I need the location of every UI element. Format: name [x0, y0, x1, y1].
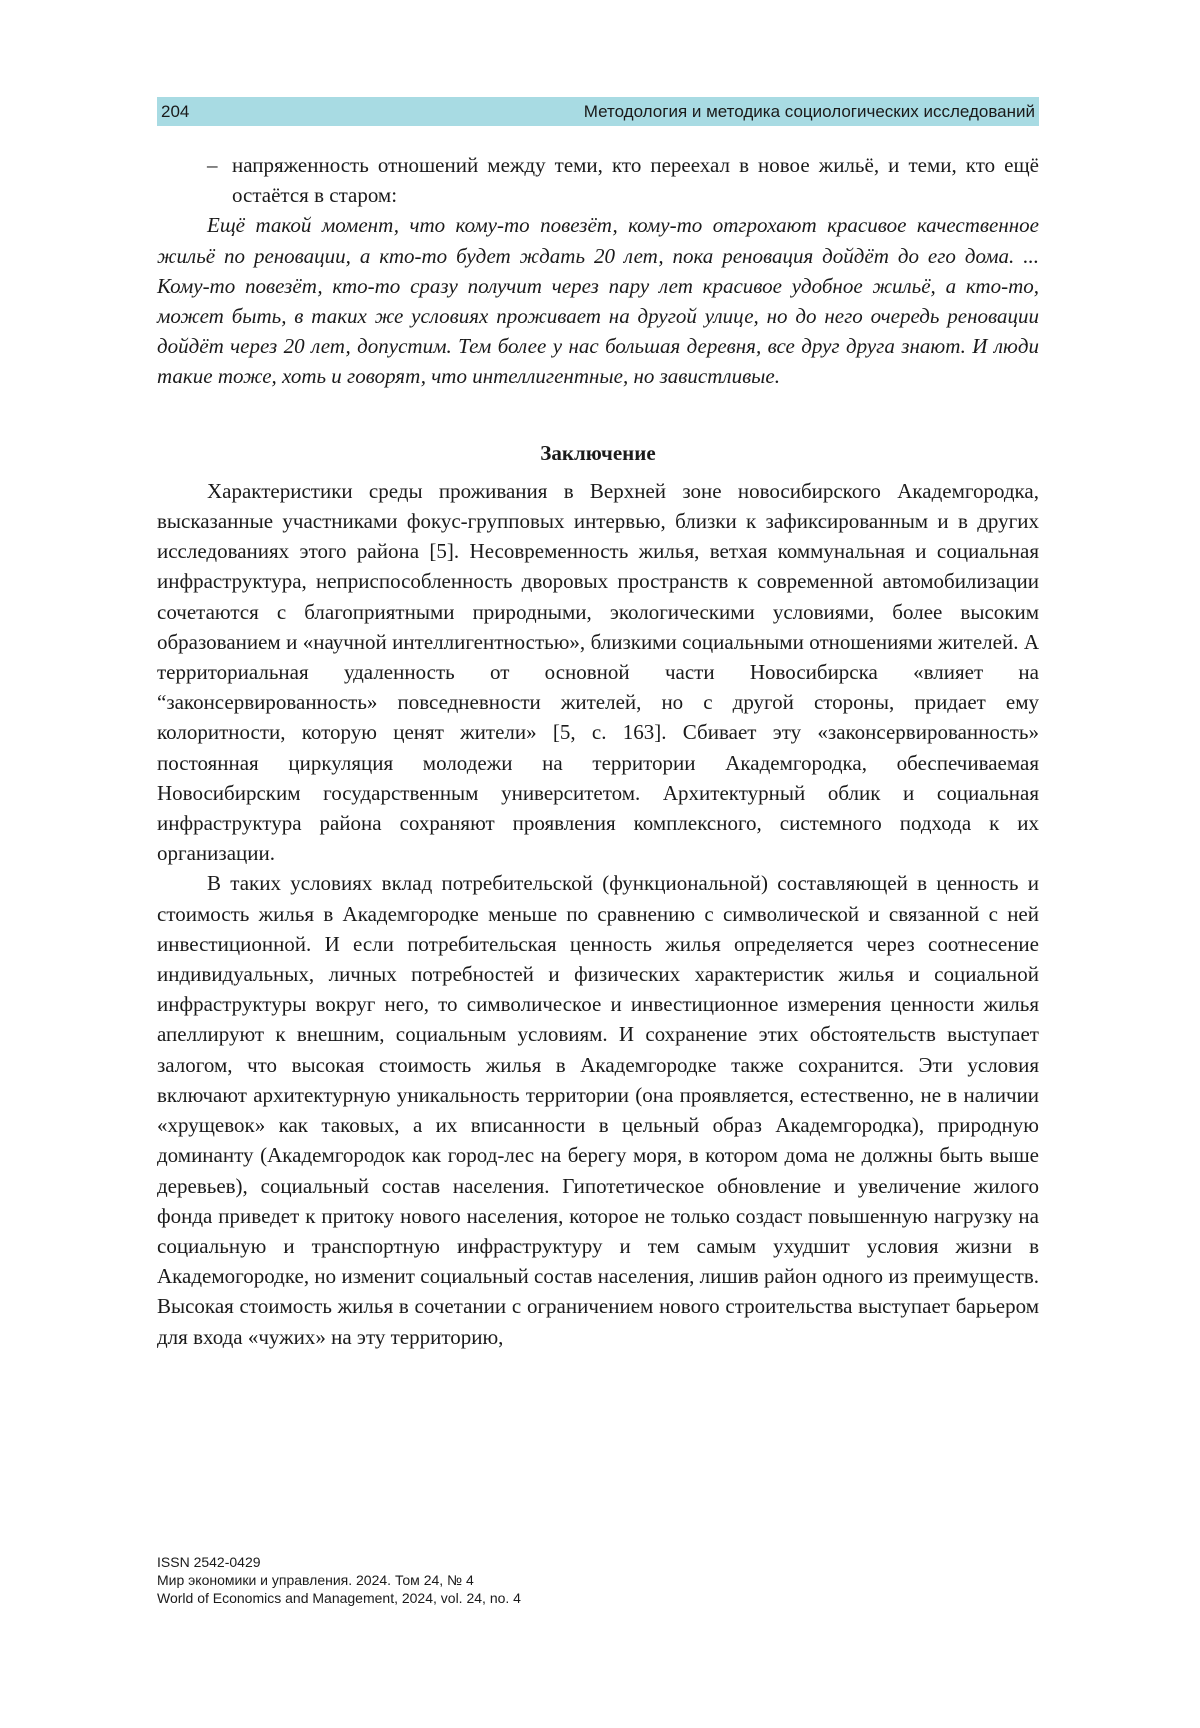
footer-issn: ISSN 2542-0429: [157, 1554, 261, 1570]
article-body: [157, 150, 1039, 1352]
interview-quote: Ещё такой момент, что кому-то повезёт, кому-то отгрохают красивое качественное жильё по реновации, а кто-то будет ждать 20 лет, пока реновация дойдёт до его дома. ... Кому-то повезёт, кто-то сразу получит через пару лет красивое удобное жильё, а кто-то, может быть, в таких же условиях проживает на другой улице, но до него очередь реновации дойдёт через 20 лет, допустим. Тем более у нас большая деревня, все друг друга знают. И люди такие тоже, хоть и говорят, что интеллигентные, но завистливые.: [157, 213, 1039, 389]
page-number: 204: [161, 101, 190, 121]
footer-journal-ru: Мир экономики и управления. 2024. Том 24, № 4: [157, 1572, 474, 1588]
dash-list-item: [157, 150, 1039, 210]
header-section-title: Методология и методика социологических исследований: [583, 101, 1035, 121]
paragraph-2: В таких условиях вклад потребительской (функциональной) составляющей в ценность и стоимость жилья в Академгородке меньше по сравнению с символической и связанной с ней инвестиционной. И если потребительская ценность жилья определяется через соотнесение индивидуальных, личных потребностей и физических характеристик жилья и социальной инфраструктуры вокруг него, то символическое и инвестиционное измерения ценности жилья апеллируют к внешним, социальным условиям. И сохранение этих обстоятельств выступает залогом, что высокая стоимость жилья в Академгородке также сохранится. Эти условия включают архитектурную уникальность территории (она проявляется, естественно, не в наличии «хрущевок» как таковых, а их вписанности в цельный образ Академгородка), природную доминанту (Академгородок как город-лес на берегу моря, в котором дома не должны быть выше деревьев), социальный состав населения. Гипотетическое обновление и увеличение жилого фонда приведет к притоку нового населения, которое не только создаст повышенную нагрузку на социальную и транспортную инфраструктуру и тем самым ухудшит условия жизни в Академогородке, но изменит социальный состав населения, лишив район одного из преимуществ. Высокая стоимость жилья в сочетании с ограничением нового строительства выступает барьером для входа «чужих» на эту территорию,: [157, 871, 1039, 1349]
dash-item-text: напряженность отношений между теми, кто переехал в новое жильё, и теми, кто ещё остаётся в старом:: [232, 153, 1039, 208]
section-heading: Заключение: [540, 440, 656, 465]
page-footer: [157, 1553, 521, 1607]
footer-journal-en: World of Economics and Management, 2024, vol. 24, no. 4: [157, 1590, 521, 1606]
dash-bullet: –: [207, 153, 218, 177]
running-header: [157, 97, 1039, 126]
paragraph-1: Характеристики среды проживания в Верхней зоне новосибирского Академгородка, высказанные участниками фокус-групповых интервью, близки к зафиксированным и в других исследованиях этого района [5]. Несовременность жилья, ветхая коммунальная и социальная инфраструктура, неприспособленность дворовых пространств к современной автомобилизации сочетаются с благоприятными природными, экологическими условиями, более высоким образованием и «научной интеллигентностью», близкими социальными отношениями жителей. А территориальная удаленность от основной части Новосибирска «влияет на “законсервированность» повседневности жителей, но с другой стороны, придает ему колоритности, которую ценят жители» [5, с. 163]. Сбивает эту «законсервированность» постоянная циркуляция молодежи на территории Академгородка, обеспечиваемая Новосибирским государственным университетом. Архитектурный облик и социальная инфраструктура района сохраняют проявления комплексного, системного подхода к их организации.: [157, 478, 1039, 866]
